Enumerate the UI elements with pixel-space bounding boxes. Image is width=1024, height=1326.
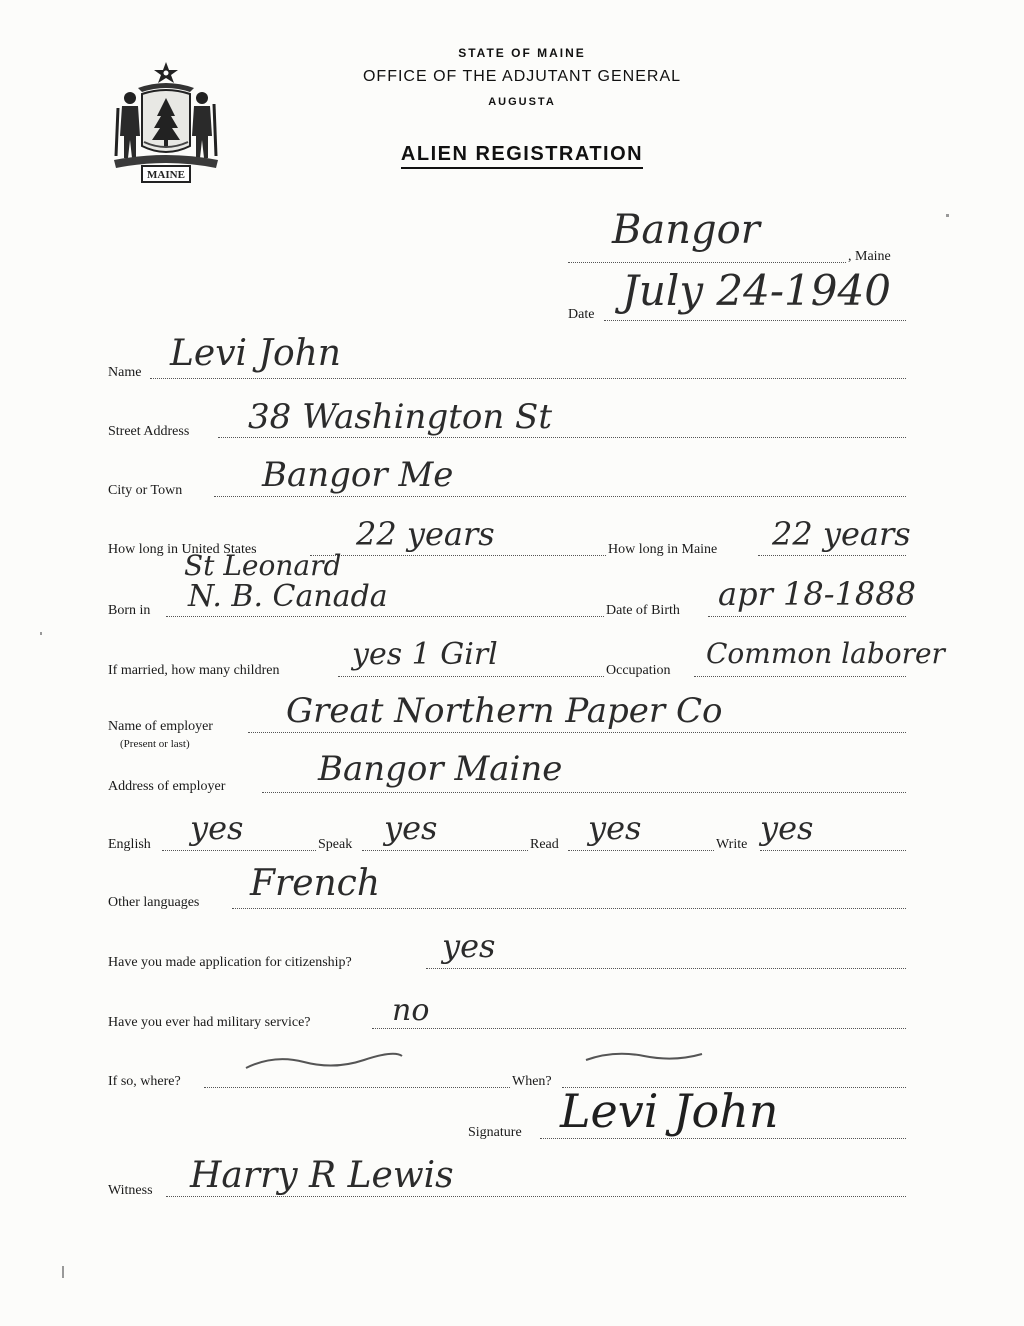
- seal-motto: MAINE: [147, 169, 185, 181]
- entry-occupation: Common laborer: [706, 637, 945, 670]
- scan-speck: [62, 1266, 64, 1278]
- label-signature: Signature: [468, 1125, 522, 1140]
- entry-children: yes 1 Girl: [352, 637, 498, 672]
- line-employer-address: [262, 792, 906, 793]
- entry-date: July 24-1940: [622, 266, 891, 315]
- entry-write: yes: [760, 809, 814, 847]
- label-write: Write: [716, 837, 748, 852]
- line-speak: [362, 850, 528, 851]
- scan-speck: [40, 632, 42, 635]
- line-military: [372, 1028, 906, 1029]
- line-born-in: [166, 616, 604, 617]
- line-how-long-us: [310, 555, 606, 556]
- line-other-languages: [232, 908, 906, 909]
- form-title: ALIEN REGISTRATION: [0, 143, 1024, 169]
- header-office: OFFICE OF THE ADJUTANT GENERAL: [362, 68, 682, 85]
- label-date-of-birth: Date of Birth: [606, 603, 680, 618]
- label-how-long-maine: How long in Maine: [608, 542, 718, 557]
- entry-employer-address: Bangor Maine: [318, 749, 563, 789]
- header-state: STATE OF MAINE: [458, 46, 586, 60]
- header-city: AUGUSTA: [488, 96, 556, 108]
- line-where: [204, 1087, 510, 1088]
- line-date: [604, 320, 906, 321]
- label-where: If so, where?: [108, 1074, 181, 1089]
- line-signature: [540, 1138, 906, 1139]
- label-employer-address: Address of employer: [108, 779, 226, 794]
- entry-street-address: 38 Washington St: [248, 397, 553, 437]
- maine-state-seal-icon: [108, 58, 224, 186]
- label-read: Read: [530, 837, 559, 852]
- entry-signature: Levi John: [560, 1084, 779, 1138]
- label-citizenship: Have you made application for citizenship?: [108, 955, 352, 970]
- entry-citizenship: yes: [442, 927, 496, 965]
- label-name: Name: [108, 365, 142, 380]
- entry-other-languages: French: [250, 863, 381, 904]
- line-children: [338, 676, 604, 677]
- entry-military: no: [392, 993, 430, 1028]
- label-born-in: Born in: [108, 603, 151, 618]
- where-dash-mark: [244, 1050, 404, 1074]
- label-english: English: [108, 837, 151, 852]
- label-maine: , Maine: [848, 249, 891, 264]
- line-employer-name: [248, 732, 906, 733]
- label-other-languages: Other languages: [108, 895, 200, 910]
- entry-how-long-us: 22 years: [356, 515, 495, 553]
- line-english: [162, 850, 316, 851]
- entry-witness: Harry R Lewis: [190, 1155, 454, 1196]
- line-how-long-maine: [758, 555, 906, 556]
- line-city-or-town: [214, 496, 906, 497]
- label-when: When?: [512, 1074, 552, 1089]
- entry-place: Bangor: [612, 207, 760, 253]
- label-occupation: Occupation: [606, 663, 671, 678]
- label-speak: Speak: [318, 837, 353, 852]
- label-employer-name: Name of employer: [108, 719, 213, 734]
- line-place: [568, 262, 846, 263]
- entry-speak: yes: [384, 809, 438, 847]
- entry-born-in-line1: St Leonard: [184, 549, 342, 582]
- label-employer-note: (Present or last): [120, 738, 190, 750]
- entry-read: yes: [588, 809, 642, 847]
- entry-date-of-birth: apr 18-1888: [718, 575, 916, 613]
- label-date: Date: [568, 307, 595, 322]
- entry-born-in-line2: N. B. Canada: [188, 579, 388, 614]
- line-occupation: [694, 676, 906, 677]
- line-date-of-birth: [708, 616, 906, 617]
- label-street-address: Street Address: [108, 424, 190, 439]
- entry-name: Levi John: [170, 333, 341, 374]
- line-name: [150, 378, 906, 379]
- entry-english: yes: [190, 809, 244, 847]
- line-read: [568, 850, 714, 851]
- entry-how-long-maine: 22 years: [772, 515, 911, 553]
- when-dash-mark: [584, 1046, 704, 1068]
- label-witness: Witness: [108, 1183, 153, 1198]
- label-children: If married, how many children: [108, 663, 280, 678]
- line-witness: [166, 1196, 906, 1197]
- entry-employer-name: Great Northern Paper Co: [286, 691, 723, 731]
- label-how-long-us: How long in United States: [108, 542, 257, 557]
- line-street-address: [218, 437, 906, 438]
- label-city-or-town: City or Town: [108, 483, 183, 498]
- line-write: [760, 850, 906, 851]
- line-citizenship: [426, 968, 906, 969]
- label-military: Have you ever had military service?: [108, 1015, 311, 1030]
- entry-city-or-town: Bangor Me: [262, 455, 454, 495]
- scan-speck: [946, 214, 949, 217]
